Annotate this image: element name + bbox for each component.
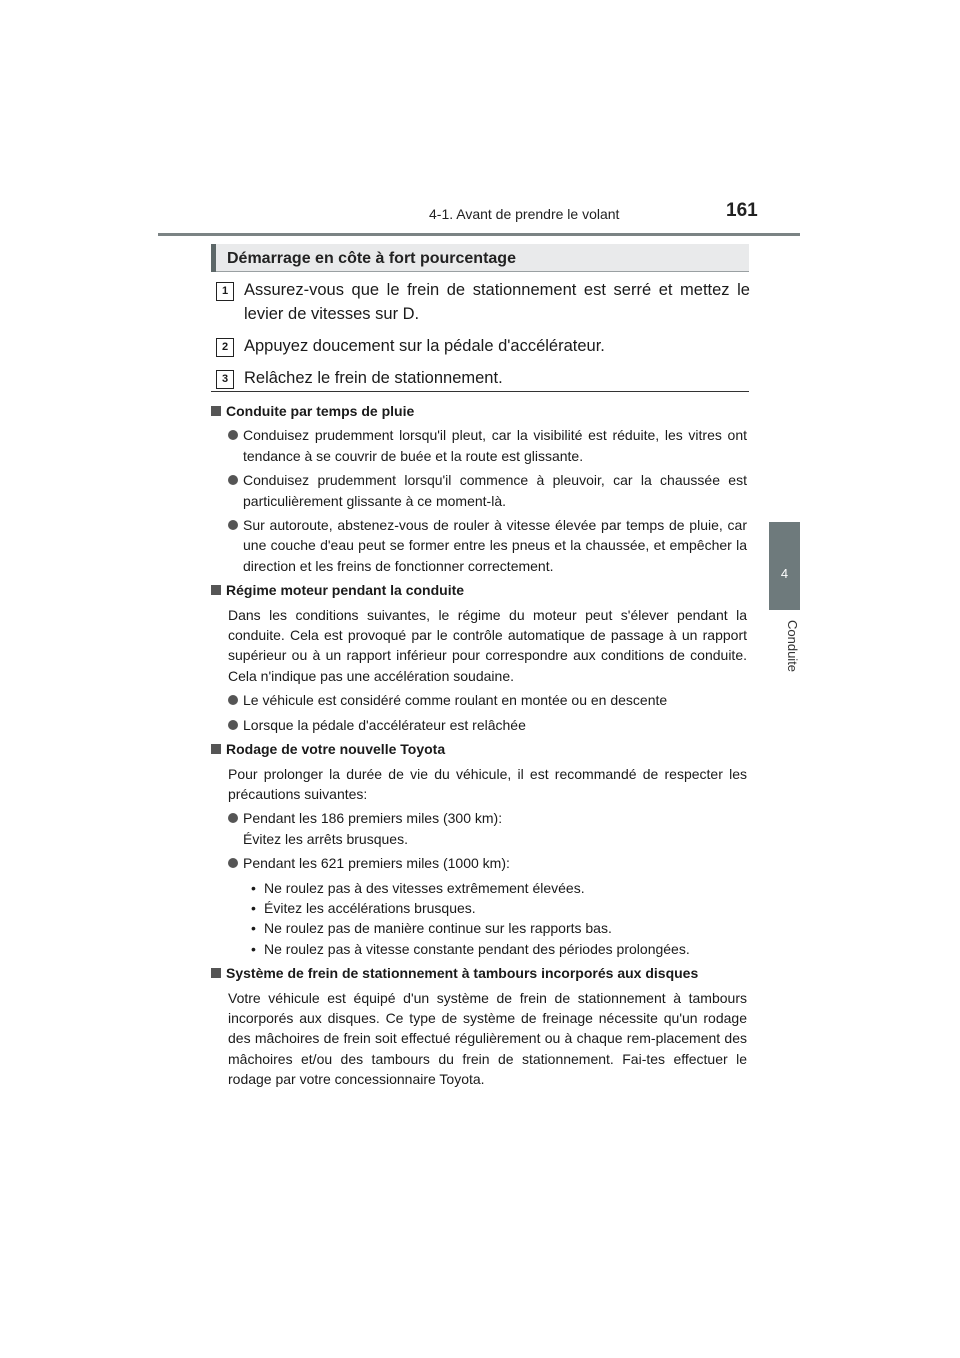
note-paragraph: Pour prolonger la durée de vie du véhicule, il est recommandé de respecter les précautions suivantes: xyxy=(228,765,747,802)
bullet-item xyxy=(228,470,747,511)
bullet-text: Lorsque la pédale d'accélérateur est relâchée xyxy=(243,716,526,733)
section-heading-underline xyxy=(216,271,749,272)
header-rule xyxy=(158,233,800,236)
round-bullet-icon xyxy=(228,695,238,705)
sub-list xyxy=(251,878,747,960)
note-paragraph: Dans les conditions suivantes, le régime du moteur peut s'élever pendant la conduite. Cela est provoqué par le contrôle automatique de passage à un rapport supérieur ou à un rapport inférieur pour correspondre aux conditions de conduite. Cela n'indique pas une accélération soudaine. xyxy=(228,606,747,684)
note-title-text: Conduite par temps de pluie xyxy=(226,403,415,419)
round-bullet-icon xyxy=(228,720,238,730)
sub-bullet-mark: • xyxy=(251,940,256,957)
bullet-item xyxy=(228,690,747,710)
bullet-text: Le véhicule est considéré comme roulant en montée ou en descente xyxy=(243,692,668,709)
bullet-item xyxy=(228,853,747,873)
section-heading-text: Démarrage en côte à fort pourcentage xyxy=(227,250,516,267)
square-bullet-icon xyxy=(211,744,221,754)
bullet-item xyxy=(228,515,747,576)
note-title-text: Système de frein de stationnement à tambours incorporés aux disques xyxy=(226,965,699,982)
step-text: Assurez-vous que le frein de stationnement est serré et mettez le levier de vitesses sur D. xyxy=(244,281,750,323)
bullet-item xyxy=(228,425,747,466)
note-title xyxy=(211,580,747,600)
section-divider xyxy=(211,391,749,392)
note-title xyxy=(211,739,747,759)
bullet-text: Conduisez prudemment lorsqu'il commence à pleuvoir, car la chaussée est particulièrement glissante à ce moment-là. xyxy=(243,472,747,509)
bullet-item xyxy=(228,715,747,735)
sub-item-text: Ne roulez pas à des vitesses extrêmement élevées. xyxy=(264,879,585,896)
sub-bullet-mark: • xyxy=(251,879,256,896)
sub-item-text: Ne roulez pas de manière continue sur les rapports bas. xyxy=(264,920,612,937)
step-item xyxy=(216,278,750,326)
bullet-text xyxy=(243,808,747,849)
step-item xyxy=(216,366,750,390)
bullet-text: Sur autoroute, abstenez-vous de rouler à vitesse élevée par temps de pluie, car une couche d'eau peut se former entre les pneus et la chaussée, et empêcher la direction et les freins de fonctionner correctement. xyxy=(243,517,747,574)
step-number-box: 2 xyxy=(216,338,234,357)
note-break-in xyxy=(211,739,747,959)
sub-item xyxy=(251,898,747,918)
header-section-title: 4-1. Avant de prendre le volant xyxy=(429,206,620,222)
notes-block xyxy=(211,401,747,1094)
sub-bullet-mark: • xyxy=(251,899,256,916)
note-paragraph: Votre véhicule est équipé d'un système de frein de stationnement à tambours incorporés aux disques. Ce type de système de freinage nécessite qu'un rodage des mâchoires de frein soit effectué régulièrement ou à chaque rem-placement des mâchoires et/ou des tambours du frein de stationnement. Fai-tes effectuer le rodage par votre concessionnaire Toyota. xyxy=(228,989,747,1088)
note-title xyxy=(211,963,747,983)
sub-item xyxy=(251,878,747,898)
step-item xyxy=(216,334,750,358)
bullet-text: Conduisez prudemment lorsqu'il pleut, car la visibilité est réduite, les vitres ont tendance à se couvrir de buée et la route est glissante. xyxy=(243,427,747,464)
sub-item-text: Évitez les accélérations brusques. xyxy=(264,899,476,916)
note-title-text: Régime moteur pendant la conduite xyxy=(226,582,465,599)
steps-list xyxy=(216,278,750,398)
bullet-item xyxy=(228,808,747,849)
round-bullet-icon xyxy=(228,520,238,530)
note-drum-brake xyxy=(211,963,747,1089)
sub-item xyxy=(251,918,747,938)
chapter-number: 4 xyxy=(780,566,789,581)
note-engine-rpm xyxy=(211,580,747,735)
step-text: Relâchez le frein de stationnement. xyxy=(244,369,503,387)
round-bullet-icon xyxy=(228,858,238,868)
square-bullet-icon xyxy=(211,968,221,978)
square-bullet-icon xyxy=(211,585,221,595)
bullet-line: Pendant les 186 premiers miles (300 km): xyxy=(243,810,503,827)
round-bullet-icon xyxy=(228,475,238,485)
round-bullet-icon xyxy=(228,430,238,440)
chapter-label: Conduite xyxy=(785,620,800,673)
step-text: Appuyez doucement sur la pédale d'accélérateur. xyxy=(244,337,605,355)
bullet-line: Évitez les arrêts brusques. xyxy=(243,830,408,847)
step-number-box: 3 xyxy=(216,370,234,389)
bullet-text: Pendant les 621 premiers miles (1000 km): xyxy=(243,855,510,872)
section-heading xyxy=(211,244,749,272)
note-rain xyxy=(211,401,747,576)
step-number-box: 1 xyxy=(216,282,234,301)
sub-item-text: Ne roulez pas à vitesse constante pendant des périodes prolongées. xyxy=(264,940,690,957)
page-number: 161 xyxy=(726,200,758,221)
sub-item xyxy=(251,939,747,959)
square-bullet-icon xyxy=(211,406,221,416)
sub-bullet-mark: • xyxy=(251,920,256,937)
note-title xyxy=(211,401,747,421)
note-title-text: Rodage de votre nouvelle Toyota xyxy=(226,741,446,758)
round-bullet-icon xyxy=(228,813,238,823)
